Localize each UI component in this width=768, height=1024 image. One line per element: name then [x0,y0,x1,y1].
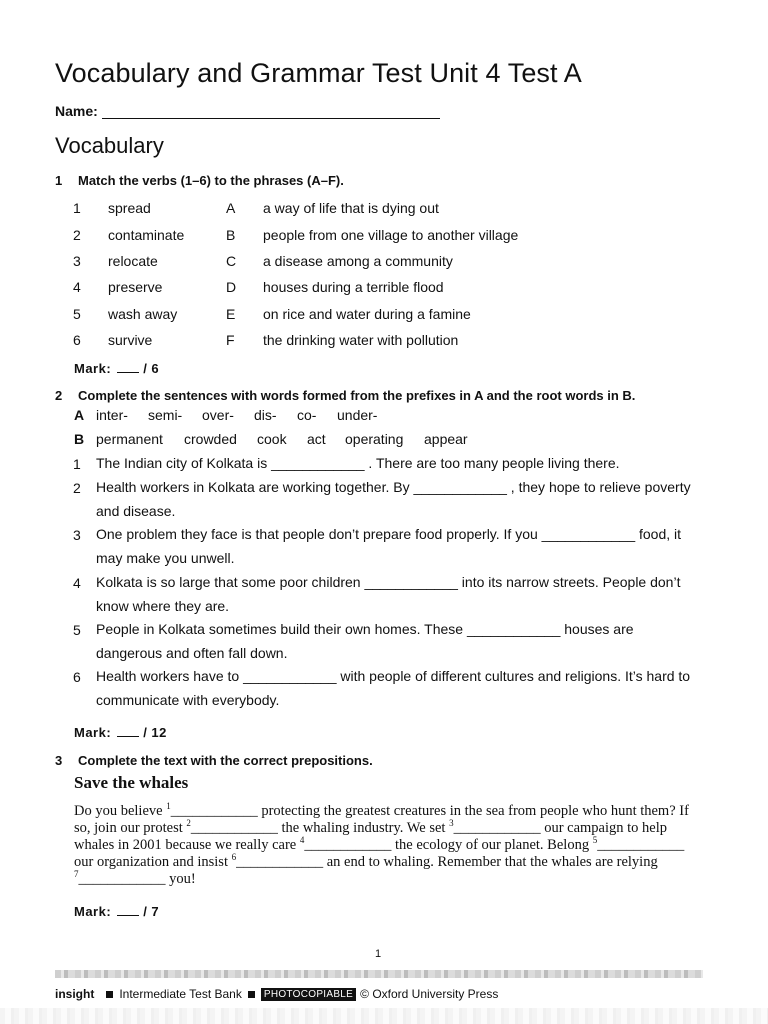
q2-sentence [96,618,706,665]
q2-sentence [96,452,706,476]
sentence-line: dangerous and often fall down. [96,644,288,661]
root-item: cook [257,431,287,447]
gap-number: 3 [449,818,454,829]
sentence-line: and disease. [96,502,176,519]
q2-heading [0,388,768,404]
q1-verb: spread [108,200,151,216]
root-item: appear [424,431,468,447]
q1-verb: relocate [108,253,158,269]
q1-verb: contaminate [108,227,185,243]
name-label: Name: [55,103,98,119]
prefix-item: co- [297,407,317,423]
story-text: ____________ the ecology of our planet. Belong [304,837,593,853]
story-text: ____________ the whaling industry. We set [190,820,450,836]
prefix-item: over- [202,407,234,423]
q2-sentence [96,665,706,712]
q1-instruction: Match the verbs (1–6) to the phrases (A–F). [78,173,344,188]
gap-number: 1 [166,801,171,812]
q2-instruction: Complete the sentences with words formed from the prefixes in A and the root words in B. [78,388,636,403]
page-title: Vocabulary and Grammar Test Unit 4 Test A [55,58,582,88]
q1-phrase-letter: B [226,227,236,243]
q2-number: 2 [55,388,63,403]
root-item: permanent [96,431,163,447]
sentence-line: may make you unwell. [96,549,235,566]
prefix-list-label: A [74,407,85,423]
q1-mark [74,361,159,376]
footer-brand: insight [55,987,95,1001]
root-item: operating [345,431,404,447]
prefix-item: semi- [148,407,183,423]
sentence-line: communicate with everybody. [96,691,280,708]
q1-verb: preserve [108,279,163,295]
q2-sentence-number: 4 [73,575,81,591]
mark-blank[interactable] [117,361,139,373]
q1-heading [0,173,768,189]
story-text: ____________ protecting the greatest creatures in the sea from people who hunt them? If so, join our protest [74,803,689,836]
q2-sentence-number: 1 [73,456,81,472]
q1-verb-number: 4 [73,279,81,295]
story-text: Do you believe [74,803,167,819]
root-item: act [307,431,326,447]
q2-sentence-number: 6 [73,669,81,685]
name-field-row [55,103,440,119]
q1-phrase-letter: A [226,200,236,216]
q2-sentence [96,476,706,523]
q1-phrase: a way of life that is dying out [263,200,439,216]
gap-number: 6 [231,852,237,863]
mark-total: / 12 [143,725,167,740]
page-number: 1 [375,948,382,960]
gap-number: 7 [74,869,79,880]
story-text: ____________ our organization and insist [74,837,685,870]
q1-phrase-letter: E [226,306,236,322]
prefix-item: dis- [254,407,277,423]
mark-label: Mark: [74,725,112,740]
sentence-line: know where they are. [96,597,230,614]
q1-verb-number: 5 [73,306,81,322]
q2-sentence-number: 2 [73,480,81,496]
section-heading-vocabulary: Vocabulary [55,133,164,158]
mark-blank[interactable] [117,725,139,737]
sentence-line: Kolkata is so large that some poor children ____________ into its narrow streets. People don’t [96,574,681,590]
q1-phrase-letter: C [226,253,237,269]
q1-verb-number: 1 [73,200,81,216]
q2-sentence-number: 3 [73,527,81,543]
root-list-label: B [74,431,85,447]
footer-product: Intermediate Test Bank [119,987,242,1001]
q1-phrase: people from one village to another village [263,227,519,243]
mark-label: Mark: [74,904,112,919]
sentence-line: One problem they face is that people don’t prepare food properly. If you ____________ food, it [96,526,682,542]
story-paragraph [74,803,694,888]
story-text: ____________ you! [78,871,196,887]
q2-sentence-number: 5 [73,622,81,638]
q1-number: 1 [55,173,63,188]
sentence-line: Health workers have to ____________ with people of different cultures and religions. It’s hard to [96,668,691,684]
story-title: Save the whales [74,773,189,792]
q1-verb: wash away [108,306,178,322]
photocopiable-badge: PHOTOCOPIABLE [261,988,356,1001]
story-text: ____________ our campaign to help whales in 2001 because we really care [74,820,668,853]
bottom-decorative-band [0,1008,768,1024]
q1-phrase: the drinking water with pollution [263,332,459,348]
q1-phrase-letter: D [226,279,237,295]
name-input-line[interactable] [102,104,440,119]
sentence-line: The Indian city of Kolkata is ____________ . There are too many people living there. [96,455,620,471]
mark-total: / 7 [143,904,160,919]
q3-mark [74,904,159,919]
q3-number: 3 [55,753,63,768]
sentence-line: Health workers in Kolkata are working together. By ____________ , they hope to relieve poverty [96,479,691,495]
square-bullet-icon [248,991,255,998]
footer-publisher: © Oxford University Press [360,987,499,1001]
q1-verb-number: 2 [73,227,81,243]
q1-phrase: houses during a terrible flood [263,279,444,295]
gap-number: 2 [186,818,191,829]
square-bullet-icon [106,991,113,998]
q3-instruction: Complete the text with the correct prepositions. [78,753,373,768]
q3-heading [0,753,768,769]
mark-label: Mark: [74,361,112,376]
gap-number: 5 [592,835,598,846]
q2-sentence [96,523,706,570]
story-text: ____________ an end to whaling. Remember that the whales are relying [236,854,658,870]
q2-mark [74,725,167,740]
footer-decorative-band [55,970,703,978]
prefix-item: inter- [96,407,128,423]
q1-phrase: on rice and water during a famine [263,306,471,322]
prefix-item: under- [337,407,378,423]
q1-phrase-letter: F [226,332,235,348]
q2-sentence [96,571,706,618]
q1-verb: survive [108,332,153,348]
mark-total: / 6 [143,361,160,376]
q1-verb-number: 3 [73,253,81,269]
q1-verb-number: 6 [73,332,81,348]
q1-phrase: a disease among a community [263,253,453,269]
gap-number: 4 [299,835,305,846]
root-item: crowded [184,431,237,447]
sentence-line: People in Kolkata sometimes build their own homes. These ____________ houses are [96,621,634,637]
footer [55,987,498,1001]
mark-blank[interactable] [117,904,139,916]
